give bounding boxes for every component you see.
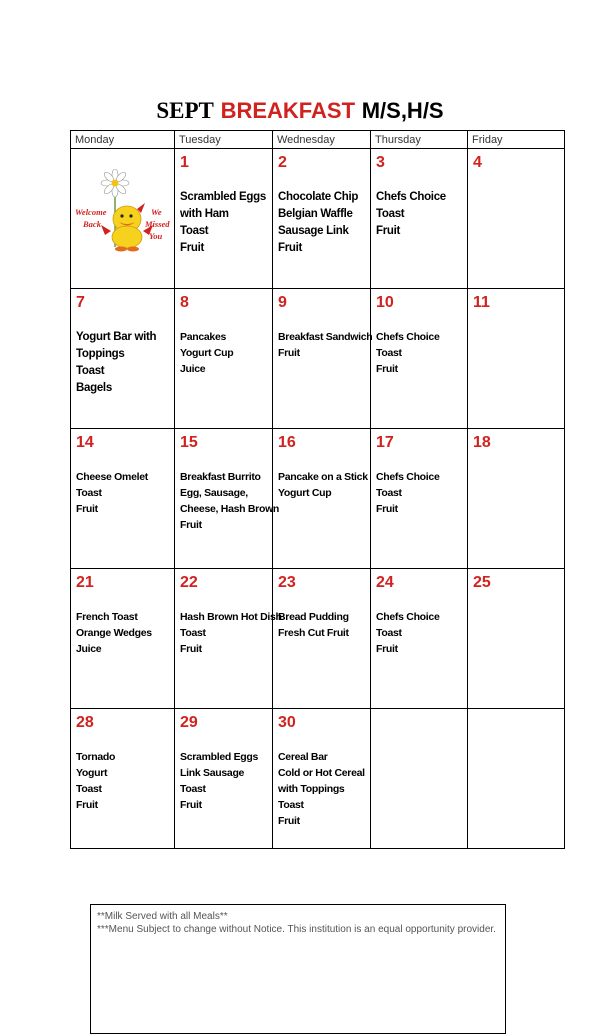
menu-item: Toast xyxy=(278,799,304,811)
menu-item: with Ham xyxy=(180,208,229,220)
title-meal: BREAKFAST xyxy=(220,98,356,123)
menu-items xyxy=(376,609,464,657)
menu-items xyxy=(180,189,269,257)
menu-items xyxy=(76,329,171,397)
menu-item: Fruit xyxy=(376,503,398,515)
menu-items xyxy=(76,609,171,657)
missed-text: Missed xyxy=(145,219,170,229)
menu-item: Fruit xyxy=(376,225,401,237)
day-cell xyxy=(71,289,175,429)
menu-item: Sausage Link xyxy=(278,225,349,237)
menu-item: Chocolate Chip xyxy=(278,191,359,203)
day-cell xyxy=(273,149,371,289)
day-cell xyxy=(71,429,175,569)
menu-item: Fruit xyxy=(180,799,202,811)
menu-item: Bread Pudding xyxy=(278,611,349,623)
menu-item: Pancakes xyxy=(180,331,227,343)
calendar-table xyxy=(70,130,565,849)
day-number: 18 xyxy=(473,434,491,451)
notes-milk: **Milk Served with all Meals** xyxy=(97,911,228,922)
title-schools: M/S,H/S xyxy=(361,98,444,123)
week-row xyxy=(71,709,565,849)
menu-item: Fruit xyxy=(278,815,300,827)
menu-item: Juice xyxy=(76,643,102,655)
welcome-back-duck-image xyxy=(75,169,171,259)
day-cell xyxy=(468,149,565,289)
notes-disclaimer: ***Menu Subject to change without Notice. This institution is an equal opportunity provider. xyxy=(97,924,496,935)
menu-item: with Toppings xyxy=(278,783,345,795)
menu-items xyxy=(180,609,282,657)
menu-items xyxy=(376,329,464,377)
day-number: 7 xyxy=(76,294,85,311)
week-row xyxy=(71,289,565,429)
week-row xyxy=(71,569,565,709)
menu-item: Link Sausage xyxy=(180,767,245,779)
menu-item: Yogurt Cup xyxy=(278,487,332,499)
menu-items xyxy=(180,749,269,813)
menu-item: Toast xyxy=(76,487,102,499)
menu-item: Toast xyxy=(180,627,206,639)
menu-item: Toast xyxy=(376,627,402,639)
day-number: 28 xyxy=(76,714,94,731)
day-number: 25 xyxy=(473,574,491,591)
menu-item: Belgian Waffle xyxy=(278,208,353,220)
day-cell xyxy=(468,709,565,849)
day-cell xyxy=(273,289,371,429)
weekday-monday: Monday xyxy=(71,131,175,149)
day-number: 29 xyxy=(180,714,198,731)
menu-item: Toast xyxy=(180,225,209,237)
day-cell xyxy=(175,289,273,429)
day-cell xyxy=(371,429,468,569)
menu-item: Fruit xyxy=(76,799,98,811)
menu-item: Yogurt Cup xyxy=(180,347,234,359)
day-number: 11 xyxy=(473,294,490,311)
day-number: 9 xyxy=(278,294,287,311)
menu-item: Cold or Hot Cereal xyxy=(278,767,365,779)
menu-items xyxy=(376,469,464,517)
day-number: 30 xyxy=(278,714,296,731)
menu-items xyxy=(278,609,367,641)
day-cell xyxy=(468,289,565,429)
menu-items xyxy=(376,189,464,240)
menu-item: Cereal Bar xyxy=(278,751,328,763)
day-number: 4 xyxy=(473,154,482,171)
day-cell xyxy=(371,569,468,709)
day-number: 16 xyxy=(278,434,296,451)
menu-items xyxy=(76,749,171,813)
menu-item: Chefs Choice xyxy=(376,471,440,483)
week-row xyxy=(71,149,565,289)
menu-item: Hash Brown Hot Dish xyxy=(180,611,282,623)
back-text: Back xyxy=(83,219,101,229)
day-number: 21 xyxy=(76,574,94,591)
we-text: We xyxy=(151,207,162,217)
menu-item: Toppings xyxy=(76,348,125,360)
menu-items xyxy=(180,329,269,377)
menu-item: Scrambled Eggs xyxy=(180,191,266,203)
menu-item: Fruit xyxy=(278,242,303,254)
menu-item: Fruit xyxy=(278,347,300,359)
menu-item: Toast xyxy=(376,347,402,359)
menu-item: Fruit xyxy=(376,643,398,655)
day-number: 2 xyxy=(278,154,287,171)
weekday-thursday: Thursday xyxy=(371,131,468,149)
menu-items xyxy=(278,189,367,257)
menu-item: Toast xyxy=(76,783,102,795)
day-cell xyxy=(273,429,371,569)
day-number: 15 xyxy=(180,434,198,451)
day-number: 17 xyxy=(376,434,394,451)
menu-items xyxy=(278,329,373,361)
menu-item: Breakfast Burrito xyxy=(180,471,261,483)
menu-item: Chefs Choice xyxy=(376,331,440,343)
page-title xyxy=(0,95,600,127)
day-cell xyxy=(371,149,468,289)
menu-item: Fruit xyxy=(376,363,398,375)
menu-item: Fruit xyxy=(180,242,205,254)
menu-item: Toast xyxy=(376,208,405,220)
day-cell xyxy=(71,709,175,849)
menu-item: Cheese, Hash Brown xyxy=(180,503,280,515)
menu-item: Fresh Cut Fruit xyxy=(278,627,349,639)
day-number: 14 xyxy=(76,434,94,451)
menu-item: Toast xyxy=(76,365,105,377)
day-cell xyxy=(371,709,468,849)
menu-item: Toast xyxy=(180,783,206,795)
day-number: 10 xyxy=(376,294,394,311)
weekday-friday: Friday xyxy=(468,131,565,149)
day-cell xyxy=(175,709,273,849)
menu-item: Cheese Omelet xyxy=(76,471,148,483)
day-cell xyxy=(273,569,371,709)
week-row xyxy=(71,429,565,569)
weekday-header-row xyxy=(71,131,565,149)
day-cell xyxy=(175,429,280,569)
menu-item: Yogurt Bar with xyxy=(76,331,157,343)
day-number: 8 xyxy=(180,294,189,311)
menu-items xyxy=(76,469,171,517)
menu-item: Toast xyxy=(376,487,402,499)
menu-item: Tornado xyxy=(76,751,116,763)
menu-item: Pancake on a Stick xyxy=(278,471,368,483)
welcome-text: Welcome xyxy=(75,207,107,217)
weekday-wednesday: Wednesday xyxy=(273,131,371,149)
day-cell xyxy=(71,569,175,709)
day-cell xyxy=(71,149,175,289)
day-number: 22 xyxy=(180,574,198,591)
menu-item: Fruit xyxy=(76,503,98,515)
day-number: 24 xyxy=(376,574,394,591)
menu-item: Chefs Choice xyxy=(376,191,446,203)
day-cell xyxy=(371,289,468,429)
weekday-tuesday: Tuesday xyxy=(175,131,273,149)
menu-item: Scrambled Eggs xyxy=(180,751,259,763)
day-cell xyxy=(468,429,565,569)
menu-item: Breakfast Sandwich xyxy=(278,331,373,343)
menu-items xyxy=(278,469,367,501)
menu-item: Yogurt xyxy=(76,767,108,779)
day-cell xyxy=(273,709,371,849)
menu-items xyxy=(180,469,280,533)
day-number: 23 xyxy=(278,574,296,591)
menu-item: Egg, Sausage, xyxy=(180,487,248,499)
day-cell xyxy=(175,149,273,289)
day-cell xyxy=(468,569,565,709)
day-number: 1 xyxy=(180,154,189,171)
menu-item: French Toast xyxy=(76,611,138,623)
you-text: You xyxy=(149,231,163,241)
title-month: SEPT xyxy=(156,98,214,123)
menu-item: Bagels xyxy=(76,382,112,394)
day-number: 3 xyxy=(376,154,385,171)
day-cell xyxy=(175,569,282,709)
notes-box xyxy=(90,904,506,1034)
menu-item: Chefs Choice xyxy=(376,611,440,623)
menu-item: Orange Wedges xyxy=(76,627,152,639)
menu-item: Fruit xyxy=(180,643,202,655)
menu-item: Juice xyxy=(180,363,206,375)
menu-items xyxy=(278,749,367,829)
menu-item: Fruit xyxy=(180,519,202,531)
